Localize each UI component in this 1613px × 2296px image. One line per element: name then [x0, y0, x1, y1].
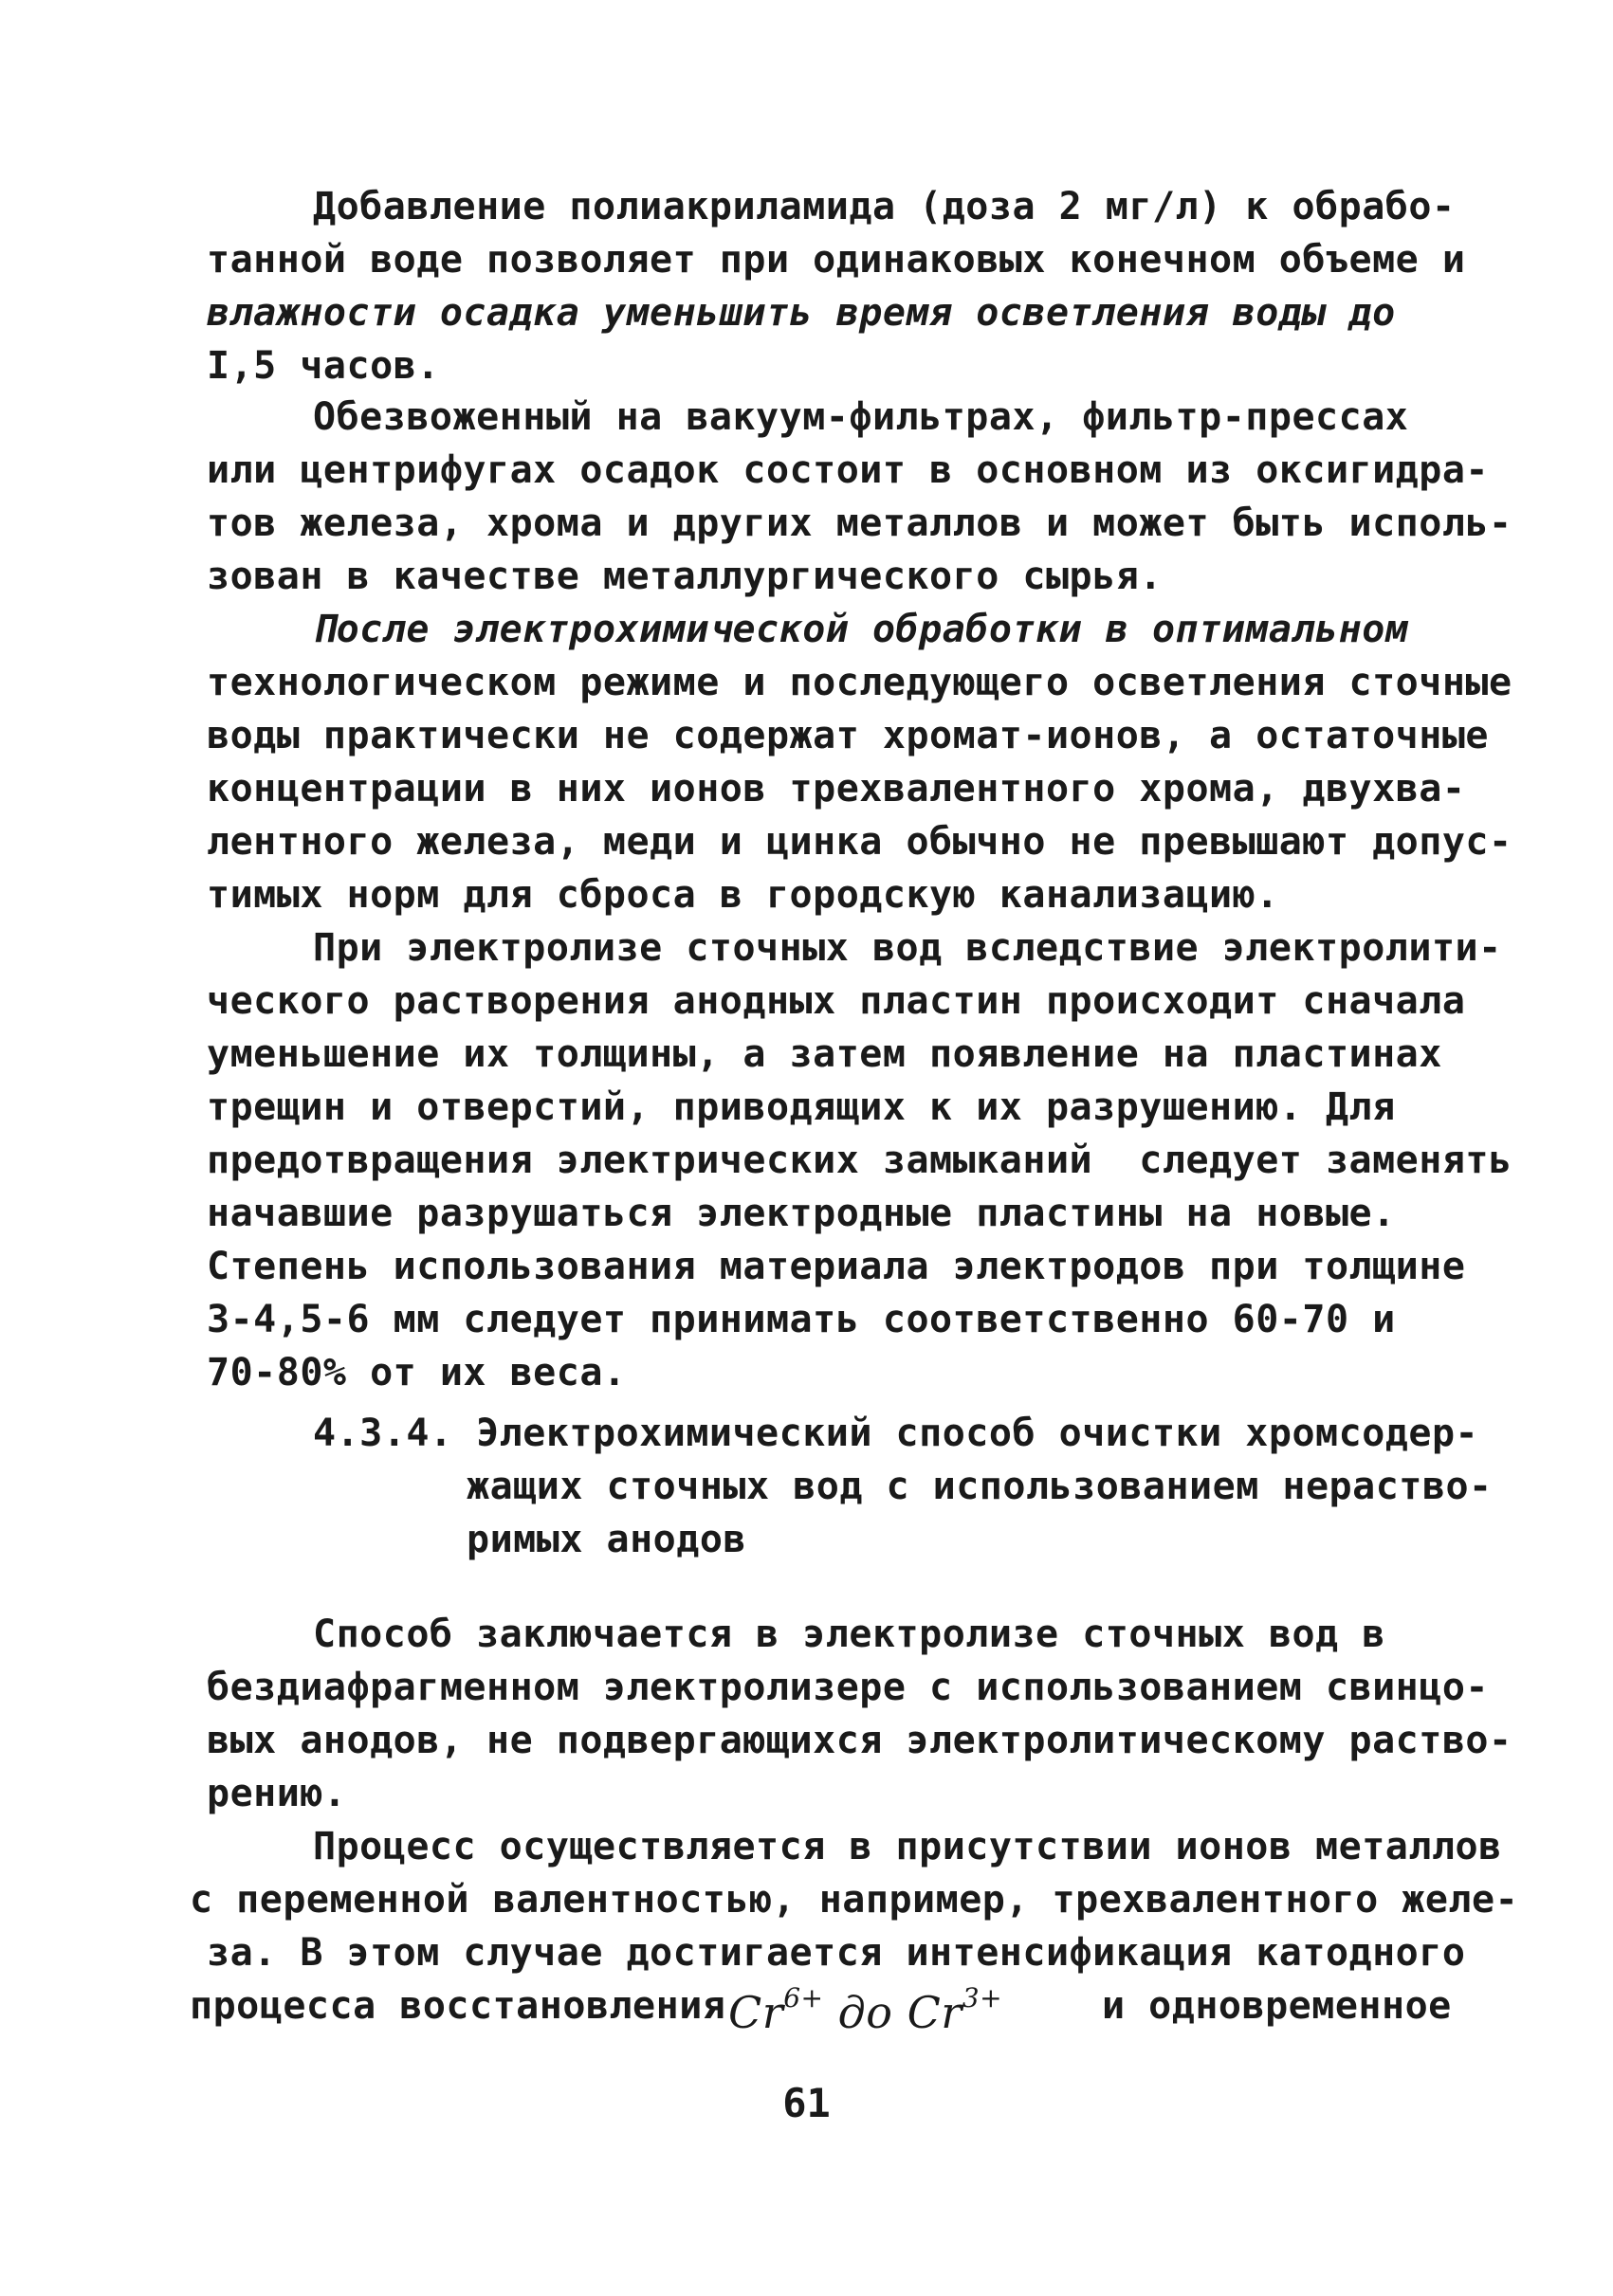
formula-charge: 6+	[783, 1982, 824, 2014]
text-line: Способ заключается в электролизе сточных вод в	[313, 1613, 1385, 1656]
page-number: 61	[782, 2080, 831, 2126]
text-line: После электрохимической обработки в оптимальном	[313, 608, 1409, 651]
text-line: зован в качестве металлургического сырья.	[207, 555, 1163, 598]
section-heading: римых анодов	[467, 1518, 746, 1561]
text-line: предотвращения электрических замыканий следует заменять	[207, 1139, 1512, 1182]
text-line: технологическом режиме и последующего осветления сточные	[207, 661, 1512, 704]
text-line: лентного железа, меди и цинка обычно не превышают допус-	[207, 820, 1512, 864]
text-line: 3-4,5-6 мм следует принимать соответственно 60-70 и	[207, 1298, 1396, 1341]
text-line: влажности осадка уменьшить время осветления воды до	[207, 291, 1396, 335]
text-line: Степень использования материала электродов при толщине	[207, 1245, 1466, 1288]
text-line: ческого растворения анодных пластин происходит сначала	[207, 979, 1466, 1023]
section-heading: жащих сточных вод с использованием нераство-	[467, 1465, 1493, 1508]
formula-symbol: Cr	[907, 1987, 962, 2038]
text-line: При электролизе сточных вод вследствие электролити-	[313, 926, 1502, 970]
text-line: I,5 часов.	[207, 344, 440, 388]
text-line: вых анодов, не подвергающихся электролитическому раство-	[207, 1719, 1512, 1762]
handwritten-formula	[728, 1972, 1002, 2039]
text-line: рению.	[207, 1772, 347, 1815]
text-line: за. В этом случае достигается интенсификация катодного	[207, 1931, 1466, 1975]
text-line: Процесс осуществляется в присутствии ионов металлов	[313, 1825, 1502, 1868]
text-line: Добавление полиакриламида (доза 2 мг/л) к обрабо-	[313, 185, 1456, 228]
text-line: или центрифугах осадок состоит в основном из оксигидра-	[207, 448, 1490, 492]
text-line: концентрации в них ионов трехвалентного хрома, двухва-	[207, 767, 1466, 811]
text-line: начавшие разрушаться электродные пластины на новые.	[207, 1192, 1396, 1235]
text-line: Обезвоженный на вакуум-фильтрах, фильтр-прессах	[313, 395, 1409, 439]
formula-symbol: Cr	[728, 1987, 784, 2038]
formula-connector: до	[837, 1987, 893, 2038]
text-line: трещин и отверстий, приводящих к их разрушению. Для	[207, 1085, 1396, 1129]
text-line: воды практически не содержат хромат-ионов, а остаточные	[207, 714, 1490, 757]
text-line: тимых норм для сброса в городскую канализацию.	[207, 873, 1279, 917]
formula-charge: 3+	[962, 1982, 1003, 2014]
text-line: тов железа, хрома и других металлов и может быть исполь-	[207, 501, 1512, 545]
text-line: танной воде позволяет при одинаковых конечном объеме и	[207, 238, 1466, 282]
text-line: с переменной валентностью, например, трехвалентного желе-	[190, 1878, 1519, 1922]
text-line: уменьшение их толщины, а затем появление на пластинах	[207, 1032, 1442, 1076]
text-line: процесса восстановления	[190, 1984, 726, 2028]
text-line: бездиафрагменном электролизере с использованием свинцо-	[207, 1666, 1490, 1709]
text-line: и одновременное	[1102, 1984, 1452, 2028]
section-heading: 4.3.4. Электрохимический способ очистки хромсодер-	[313, 1412, 1479, 1455]
text-line: 70-80% от их веса.	[207, 1351, 627, 1394]
